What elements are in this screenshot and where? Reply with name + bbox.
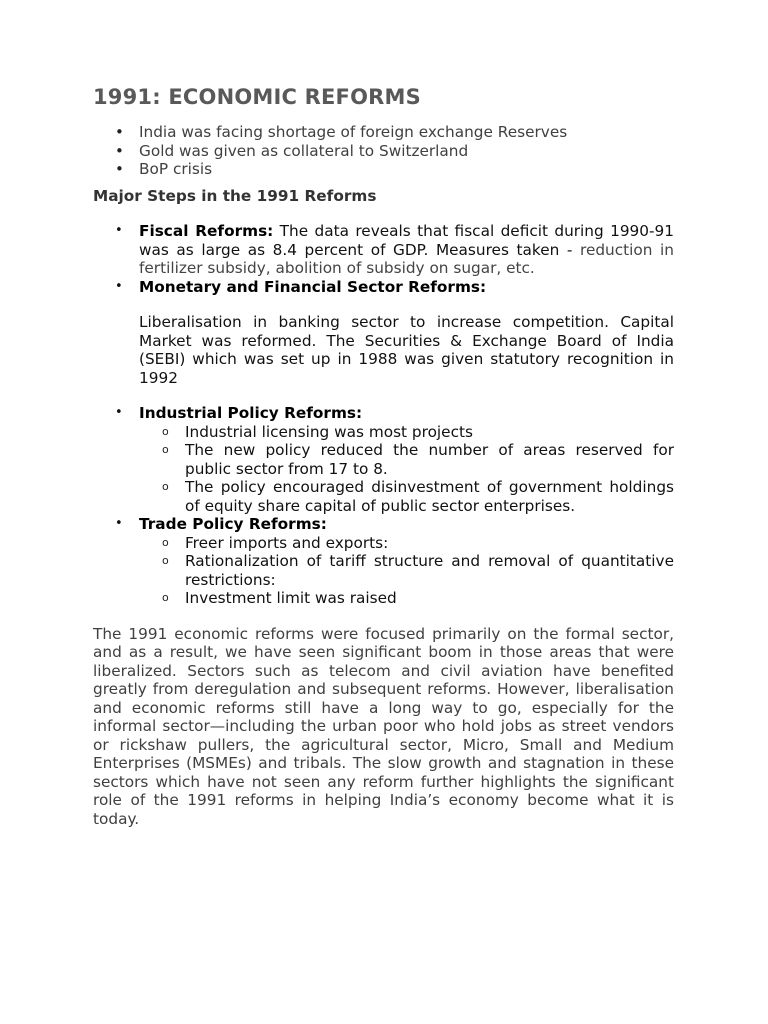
intro-list: [93, 123, 674, 179]
trade-reforms-sublist: [139, 534, 674, 608]
document-page: [93, 85, 674, 828]
monetary-reforms-item: [93, 278, 674, 388]
list-item: • India was facing shortage of foreign exchange Reserves: [93, 123, 674, 142]
page-title: 1991: ECONOMIC REFORMS: [93, 85, 421, 109]
closing-paragraph: The 1991 economic reforms were focused primarily on the formal sector, and as a result, we have seen significant boom in those areas that were liberalized. Sectors such as telecom and civil aviation have benefited greatly from deregulation and subsequent reforms. However, liberalisation and economic reforms still have a long way to go, especially for the informal sector—including the urban poor who hold jobs as street vendors or rickshaw pullers, the agricultural sector, Micro, Small and Medium Enterprises (MSMEs) and tribals. The slow growth and stagnation in these sectors which have not seen any reform further highlights the significant role of the 1991 reforms in helping India’s economy become what it is today.: [93, 624, 674, 828]
fiscal-reforms-item: [93, 222, 674, 278]
industrial-reforms-label: Industrial Policy Reforms:: [139, 404, 363, 422]
list-item: • BoP crisis: [93, 160, 674, 179]
fiscal-reforms-measures: reduction in fertilizer subsidy, abolition of subsidy on sugar, etc.: [139, 240, 674, 277]
trade-reforms-label: Trade Policy Reforms:: [139, 515, 327, 533]
sub-list-item: o The policy encouraged disinvestment of government holdings of equity share capital of public sector enterprises.: [139, 478, 674, 515]
trade-reforms-item: [93, 515, 674, 608]
industrial-reforms-sublist: [139, 423, 674, 516]
list-item: • Gold was given as collateral to Switzerland: [93, 142, 674, 161]
sub-list-item: o The new policy reduced the number of areas reserved for public sector from 17 to 8.: [139, 441, 674, 478]
section-heading: Major Steps in the 1991 Reforms: [93, 186, 377, 205]
monetary-reforms-label: Monetary and Financial Sector Reforms:: [139, 277, 487, 296]
sub-list-item: o Industrial licensing was most projects: [139, 423, 674, 442]
monetary-reforms-text: Liberalisation in banking sector to increase competition. Capital Market was reformed. The Securities & Exchange Board of India (SEBI) which was set up in 1988 was given statutory recognition in 1992: [139, 313, 674, 387]
sub-list-item: o Rationalization of tariff structure and removal of quantitative restrictions:: [139, 552, 674, 589]
reform-steps-list: [93, 222, 674, 608]
fiscal-reforms-label: Fiscal Reforms:: [139, 222, 274, 240]
fiscal-reforms-text: The data reveals that fiscal deficit during 1990-91 was as large as 8.4 percent of GDP. Measures taken -: [139, 222, 675, 259]
industrial-reforms-item: [93, 404, 674, 515]
sub-list-item: o Investment limit was raised: [139, 589, 674, 608]
sub-list-item: o Freer imports and exports:: [139, 534, 674, 553]
